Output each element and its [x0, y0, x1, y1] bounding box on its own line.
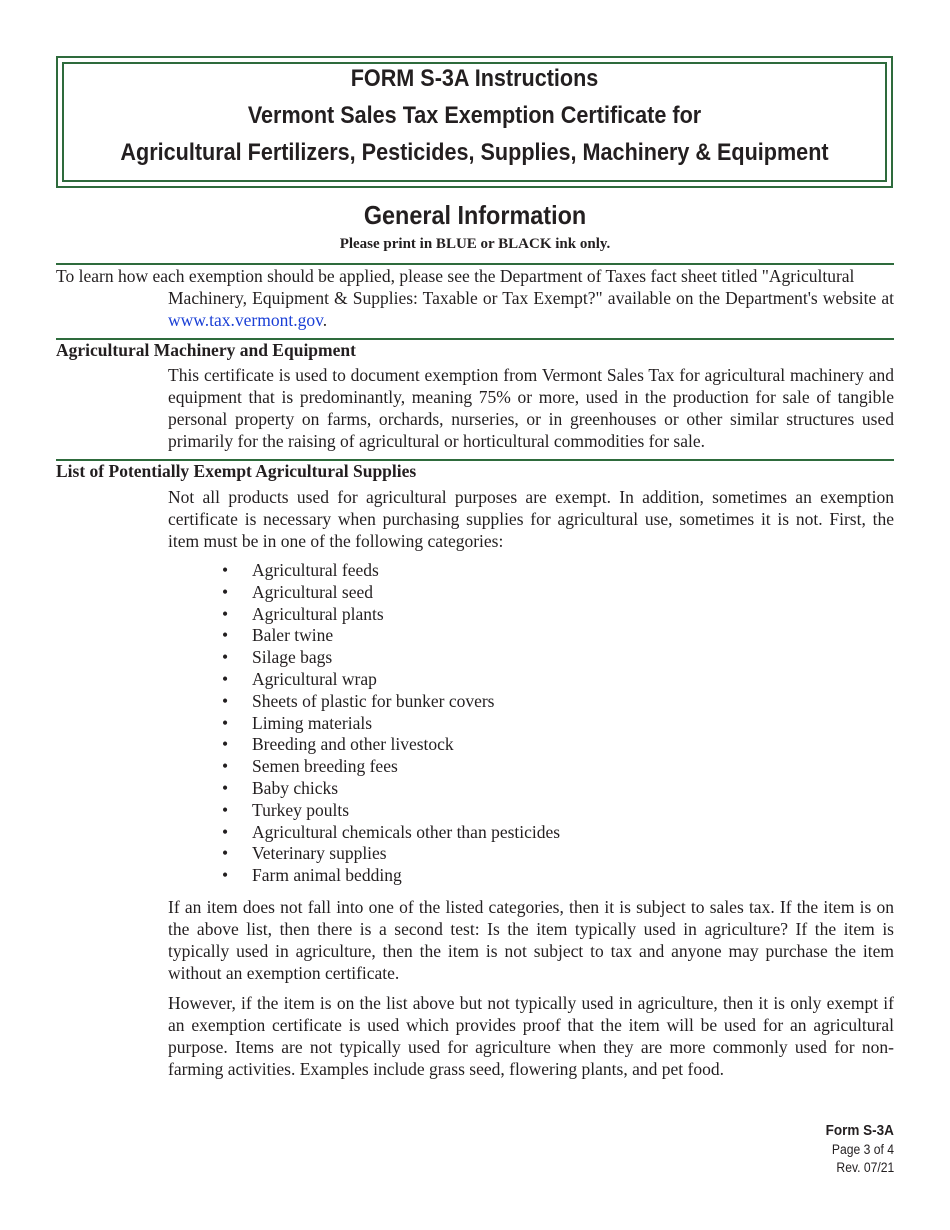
list-item: [222, 713, 560, 735]
list-item-text: Veterinary supplies: [252, 843, 387, 864]
general-information-heading: General Information: [363, 200, 587, 230]
bullet-icon: •: [222, 625, 229, 646]
list-item-text: Agricultural seed: [252, 581, 373, 602]
bullet-icon: •: [222, 756, 229, 777]
list-item: [222, 604, 560, 626]
machinery-body: This certificate is used to document exemption from Vermont Sales Tax for agricultural machinery and equipment that is predominantly, meaning 75% or more, used in the production for sale of tangible personal property on farms, orchards, nurseries, or in greenhouses or other similar structures used primarily for the raising of agricultural or horticultural commodities for sale.: [168, 365, 894, 451]
bullet-icon: •: [222, 799, 229, 820]
list-item-text: Breeding and other livestock: [252, 734, 454, 755]
bullet-icon: •: [222, 865, 229, 886]
supplies-heading: List of Potentially Exempt Agricultural Supplies: [56, 461, 417, 481]
intro-first-line: To learn how each exemption should be applied, please see the Department of Taxes fact sheet titled "Agricultural: [56, 266, 855, 286]
title-box: [56, 56, 893, 188]
list-item: [222, 691, 560, 713]
supplies-paragraph-2: However, if the item is on the list above but not typically used in agriculture, then it is only exempt if an exemption certificate is used which provides proof that the item will be used for an agricultural purpose. Items are not typically used for agriculture when they are more commonly used for non-farming activities. Examples include grass seed, flowering plants, and pet food.: [168, 993, 894, 1079]
bullet-icon: •: [222, 560, 229, 580]
bullet-icon: •: [222, 668, 229, 689]
list-item-text: Semen breeding fees: [252, 756, 398, 777]
list-item: [222, 778, 560, 800]
list-item-text: Baler twine: [252, 625, 334, 646]
bullet-icon: •: [222, 603, 229, 624]
bullet-icon: •: [222, 843, 229, 864]
bullet-icon: •: [222, 712, 229, 733]
list-item: [222, 582, 560, 604]
machinery-heading: Agricultural Machinery and Equipment: [56, 340, 356, 360]
form-subtitle: Vermont Sales Tax Exemption Certificate for: [247, 102, 702, 129]
bullet-icon: •: [222, 647, 229, 668]
print-ink-note: Please print in BLUE or BLACK ink only.: [339, 236, 611, 252]
tax-website-link[interactable]: www.tax.vermont.gov: [168, 310, 323, 330]
list-item-text: Agricultural wrap: [252, 668, 377, 689]
bullet-icon: •: [222, 581, 229, 602]
intro-end-text: .: [322, 310, 328, 330]
footer-revision: Rev. 07/21: [836, 1160, 894, 1175]
list-item: [222, 756, 560, 778]
list-item: [222, 560, 560, 582]
list-item: [222, 865, 560, 887]
list-item: [222, 669, 560, 691]
supplies-category-list: [222, 560, 560, 887]
list-item-text: Agricultural feeds: [252, 560, 379, 580]
list-item-text: Turkey poults: [252, 799, 350, 820]
bullet-icon: •: [222, 777, 229, 798]
list-item: [222, 843, 560, 865]
intro-rest-text: Machinery, Equipment & Supplies: Taxable or Tax Exempt?" available on the Department's website at: [168, 288, 894, 308]
list-item-text: Agricultural plants: [252, 603, 384, 624]
bullet-icon: •: [222, 734, 229, 755]
list-item-text: Sheets of plastic for bunker covers: [252, 690, 495, 711]
form-subtitle-2: Agricultural Fertilizers, Pesticides, Supplies, Machinery & Equipment: [120, 139, 829, 166]
bullet-icon: •: [222, 690, 229, 711]
bullet-icon: •: [222, 821, 229, 842]
supplies-paragraph-1: If an item does not fall into one of the listed categories, then it is subject to sales tax. If the item is on the above list, then there is a second test: Is the item typically used in agriculture? If the item is typically used in agriculture, then the item is not subject to tax and anyone may purchase the item without an exemption certificate.: [168, 897, 894, 983]
supplies-intro: Not all products used for agricultural purposes are exempt. In addition, sometimes an exemption certificate is necessary when purchasing supplies for agricultural use, sometimes it is not. First, the item must be in one of the following categories:: [168, 487, 894, 551]
footer-page-number: Page 3 of 4: [831, 1142, 894, 1157]
list-item: [222, 647, 560, 669]
list-item-text: Farm animal bedding: [252, 865, 402, 886]
list-item-text: Baby chicks: [252, 777, 339, 798]
list-item: [222, 822, 560, 844]
list-item-text: Silage bags: [252, 647, 333, 668]
intro-paragraph: [56, 265, 894, 331]
list-item-text: Agricultural chemicals other than pesticides: [252, 821, 561, 842]
list-item-text: Liming materials: [252, 712, 373, 733]
intro-continuation: [56, 287, 894, 331]
list-item: [222, 625, 560, 647]
list-item: [222, 734, 560, 756]
form-title: FORM S-3A Instructions: [350, 65, 599, 92]
footer-form-name: Form S-3A: [825, 1122, 894, 1139]
list-item: [222, 800, 560, 822]
